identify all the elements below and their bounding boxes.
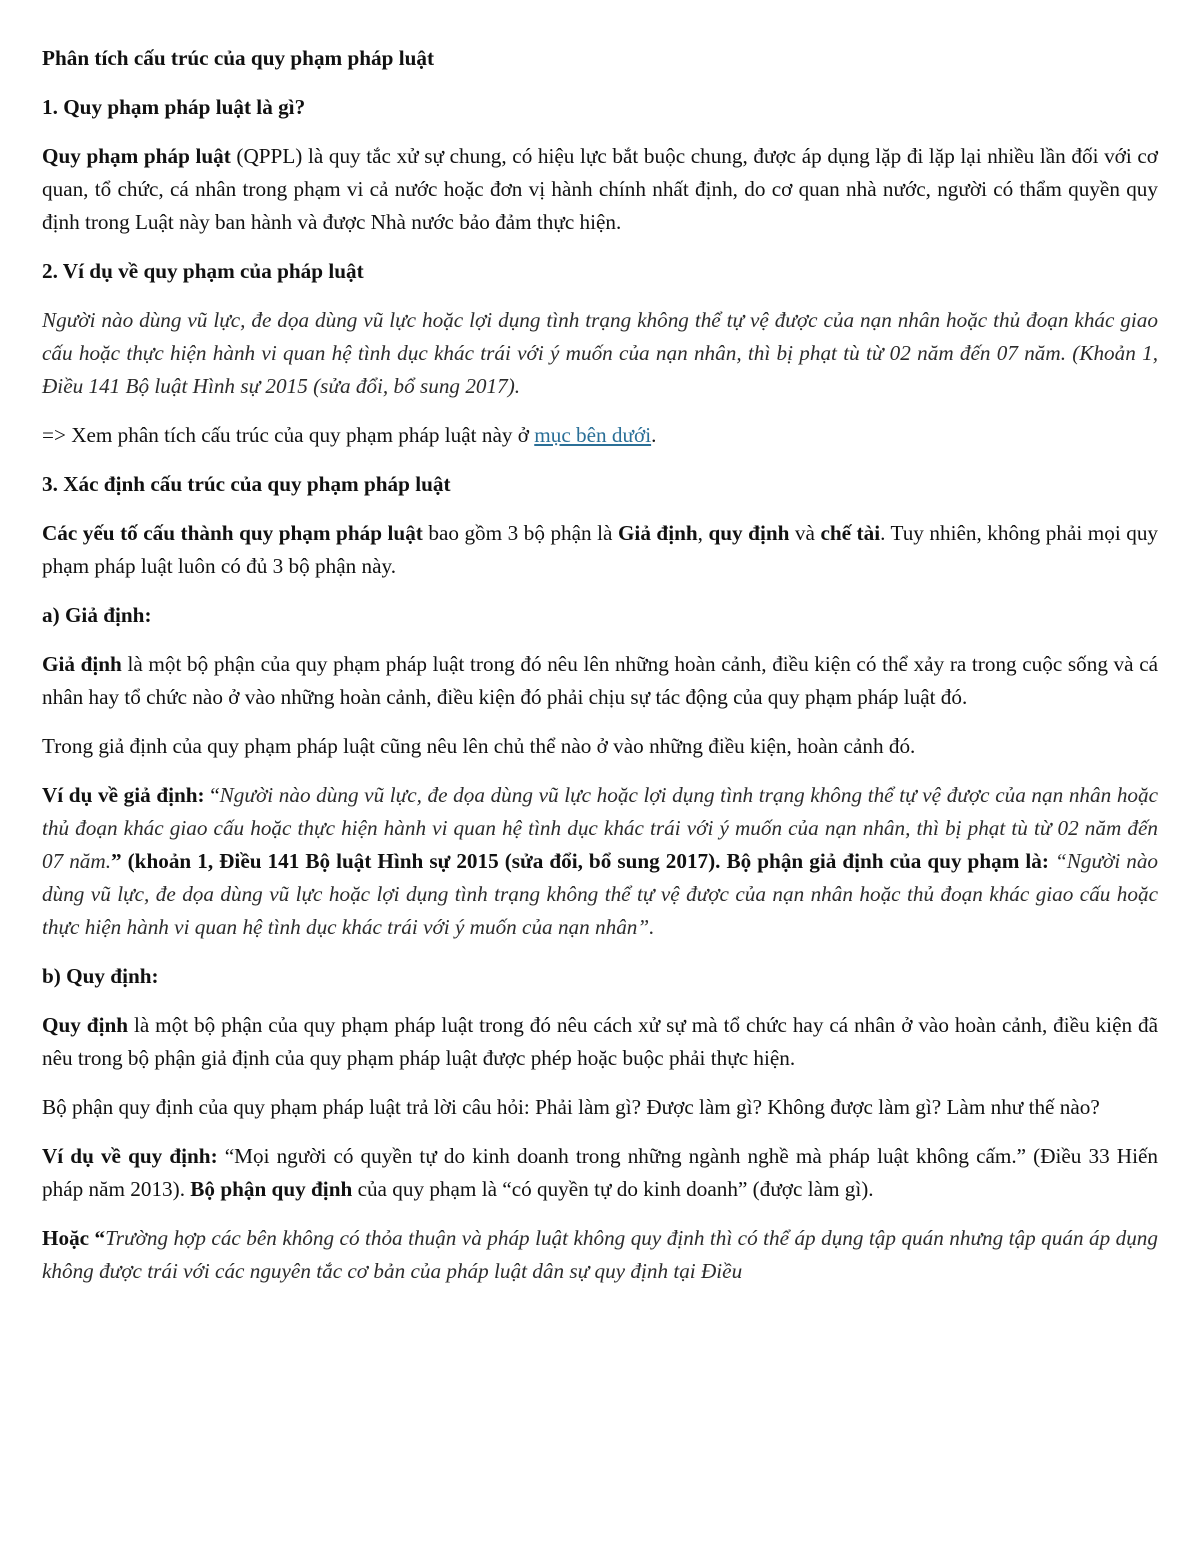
part-quote: “Người nào dùng vũ lực, đe dọa dùng vũ lực hoặc lợi dụng tình trạng không thể tự vệ được của nạn nhân hoặc thủ đoạn khác giao cấu hoặc thực hiện hành vi quan hệ tình dục khác trái với ý muốn của nạn nhân”. bbox=[42, 849, 1159, 939]
example-lead: Ví dụ về quy định: bbox=[42, 1144, 218, 1168]
text-segment: “ bbox=[204, 783, 220, 807]
components-lead: Các yếu tố cấu thành quy phạm pháp luật bbox=[42, 521, 423, 545]
subsection-a-definition bbox=[42, 648, 1158, 714]
subsection-b-paragraph-4 bbox=[42, 1222, 1158, 1288]
or-quote: Trường hợp các bên không có thỏa thuận và pháp luật không quy định thì có thể áp dụng tập quán nhưng tập quán áp dụng không được trái với các nguyên tắc cơ bản của pháp luật dân sự quy định tại Điều bbox=[42, 1226, 1158, 1283]
text-segment: và bbox=[789, 521, 821, 545]
part-text: của quy phạm là: bbox=[883, 849, 1055, 873]
part-text: của quy phạm là “có quyền tự do kinh doanh” (được làm gì). bbox=[352, 1177, 874, 1201]
subsection-b-paragraph-2: Bộ phận quy định của quy phạm pháp luật trả lời câu hỏi: Phải làm gì? Được làm gì? Không được làm gì? Làm như thế nào? bbox=[42, 1095, 1100, 1119]
subsection-b-definition bbox=[42, 1009, 1158, 1075]
term-che-tai: chế tài bbox=[820, 521, 881, 545]
term-gia-dinh: Giả định bbox=[617, 521, 698, 545]
reference-prefix: => Xem phân tích cấu trúc của quy phạm pháp luật này ở bbox=[42, 423, 535, 447]
subsection-a-example bbox=[42, 779, 1158, 944]
part-lead: Bộ phận quy định bbox=[190, 1177, 353, 1201]
example-quote: Người nào dùng vũ lực, đe dọa dùng vũ lực hoặc lợi dụng tình trạng không thể tự vệ được của nạn nhân hoặc thủ đoạn khác giao cấu hoặc thực hiện hành vi quan hệ tình dục khác trái với ý muốn của nạn nhân, thì bị phạt tù từ 02 năm đến 07 năm. bbox=[42, 783, 1158, 873]
text-segment: . Tuy nhiên, không phải mọi quy phạm pháp luật luôn có đủ 3 bộ phận này. bbox=[42, 521, 1159, 578]
term-quy-dinh: quy định bbox=[708, 521, 790, 545]
section-2-heading: 2. Ví dụ về quy phạm của pháp luật bbox=[42, 259, 364, 283]
example-lead: Ví dụ về giả định: bbox=[42, 783, 205, 807]
reference-line bbox=[42, 419, 1158, 452]
subsection-b-example bbox=[42, 1140, 1158, 1206]
section-1-heading: 1. Quy phạm pháp luật là gì? bbox=[42, 95, 306, 119]
section-1-paragraph bbox=[42, 140, 1158, 239]
definition-text: là một bộ phận của quy phạm pháp luật trong đó nêu cách xử sự mà tổ chức hay cá nhân ở vào hoàn cảnh, điều kiện đã nêu trong bộ phận giả định của quy phạm pháp luật được phép hoặc buộc phải thực hiện. bbox=[42, 1013, 1158, 1070]
subsection-a-heading: a) Giả định: bbox=[42, 603, 152, 627]
document-title: Phân tích cấu trúc của quy phạm pháp luật bbox=[42, 46, 435, 70]
definition-text: là một bộ phận của quy phạm pháp luật trong đó nêu lên những hoàn cảnh, điều kiện có thể xảy ra trong cuộc sống và cá nhân hay tổ chức nào ở vào những hoàn cảnh, điều kiện đó phải chịu sự tác động của quy phạm pháp luật đó. bbox=[42, 652, 1159, 709]
text-segment: , bbox=[697, 521, 709, 545]
example-text: “Mọi người có quyền tự do kinh doanh trong những ngành nghề mà pháp luật không cấm.” (Điều 33 Hiến pháp năm 2013). bbox=[42, 1144, 1158, 1201]
subsection-a-paragraph-2: Trong giả định của quy phạm pháp luật cũng nêu lên chủ thể nào ở vào những điều kiện, hoàn cảnh đó. bbox=[42, 734, 916, 758]
term-gia-dinh-lead: Giả định bbox=[42, 652, 122, 676]
section-3-heading: 3. Xác định cấu trúc của quy phạm pháp luật bbox=[42, 472, 451, 496]
example-quote: Người nào dùng vũ lực, đe dọa dùng vũ lực hoặc lợi dụng tình trạng không thể tự vệ được của nạn nhân hoặc thủ đoạn khác giao cấu hoặc thực hiện hành vi quan hệ tình dục khác trái với ý muốn của nạn nhân, thì bị phạt tù từ 02 năm đến 07 năm. (Khoản 1, Điều 141 Bộ luật Hình sự 2015 (sửa đổi, bổ sung 2017). bbox=[42, 308, 1158, 398]
part-lead: Bộ phận giả định bbox=[726, 849, 884, 873]
section-3-paragraph bbox=[42, 517, 1158, 583]
subsection-b-heading: b) Quy định: bbox=[42, 964, 159, 988]
or-lead: Hoặc “ bbox=[42, 1226, 106, 1250]
reference-suffix: . bbox=[651, 423, 657, 447]
text-segment: bao gồm 3 bộ phận là bbox=[422, 521, 618, 545]
term-quy-dinh-lead: Quy định bbox=[42, 1013, 129, 1037]
example-reference: ” (khoản 1, Điều 141 Bộ luật Hình sự 2015 (sửa đổi, bổ sung 2017). bbox=[111, 849, 727, 873]
section-below-link[interactable]: mục bên dưới bbox=[534, 423, 652, 447]
definition-text: (QPPL) là quy tắc xử sự chung, có hiệu lực bắt buộc chung, được áp dụng lặp đi lặp lại nhiều lần đối với cơ quan, tổ chức, cá nhân trong phạm vi cả nước hoặc đơn vị hành chính nhất định, do cơ quan nhà nước, người có thẩm quyền quy định trong Luật này ban hành và được Nhà nước bảo đảm thực hiện. bbox=[42, 144, 1158, 234]
term-qppl: Quy phạm pháp luật bbox=[42, 144, 231, 168]
